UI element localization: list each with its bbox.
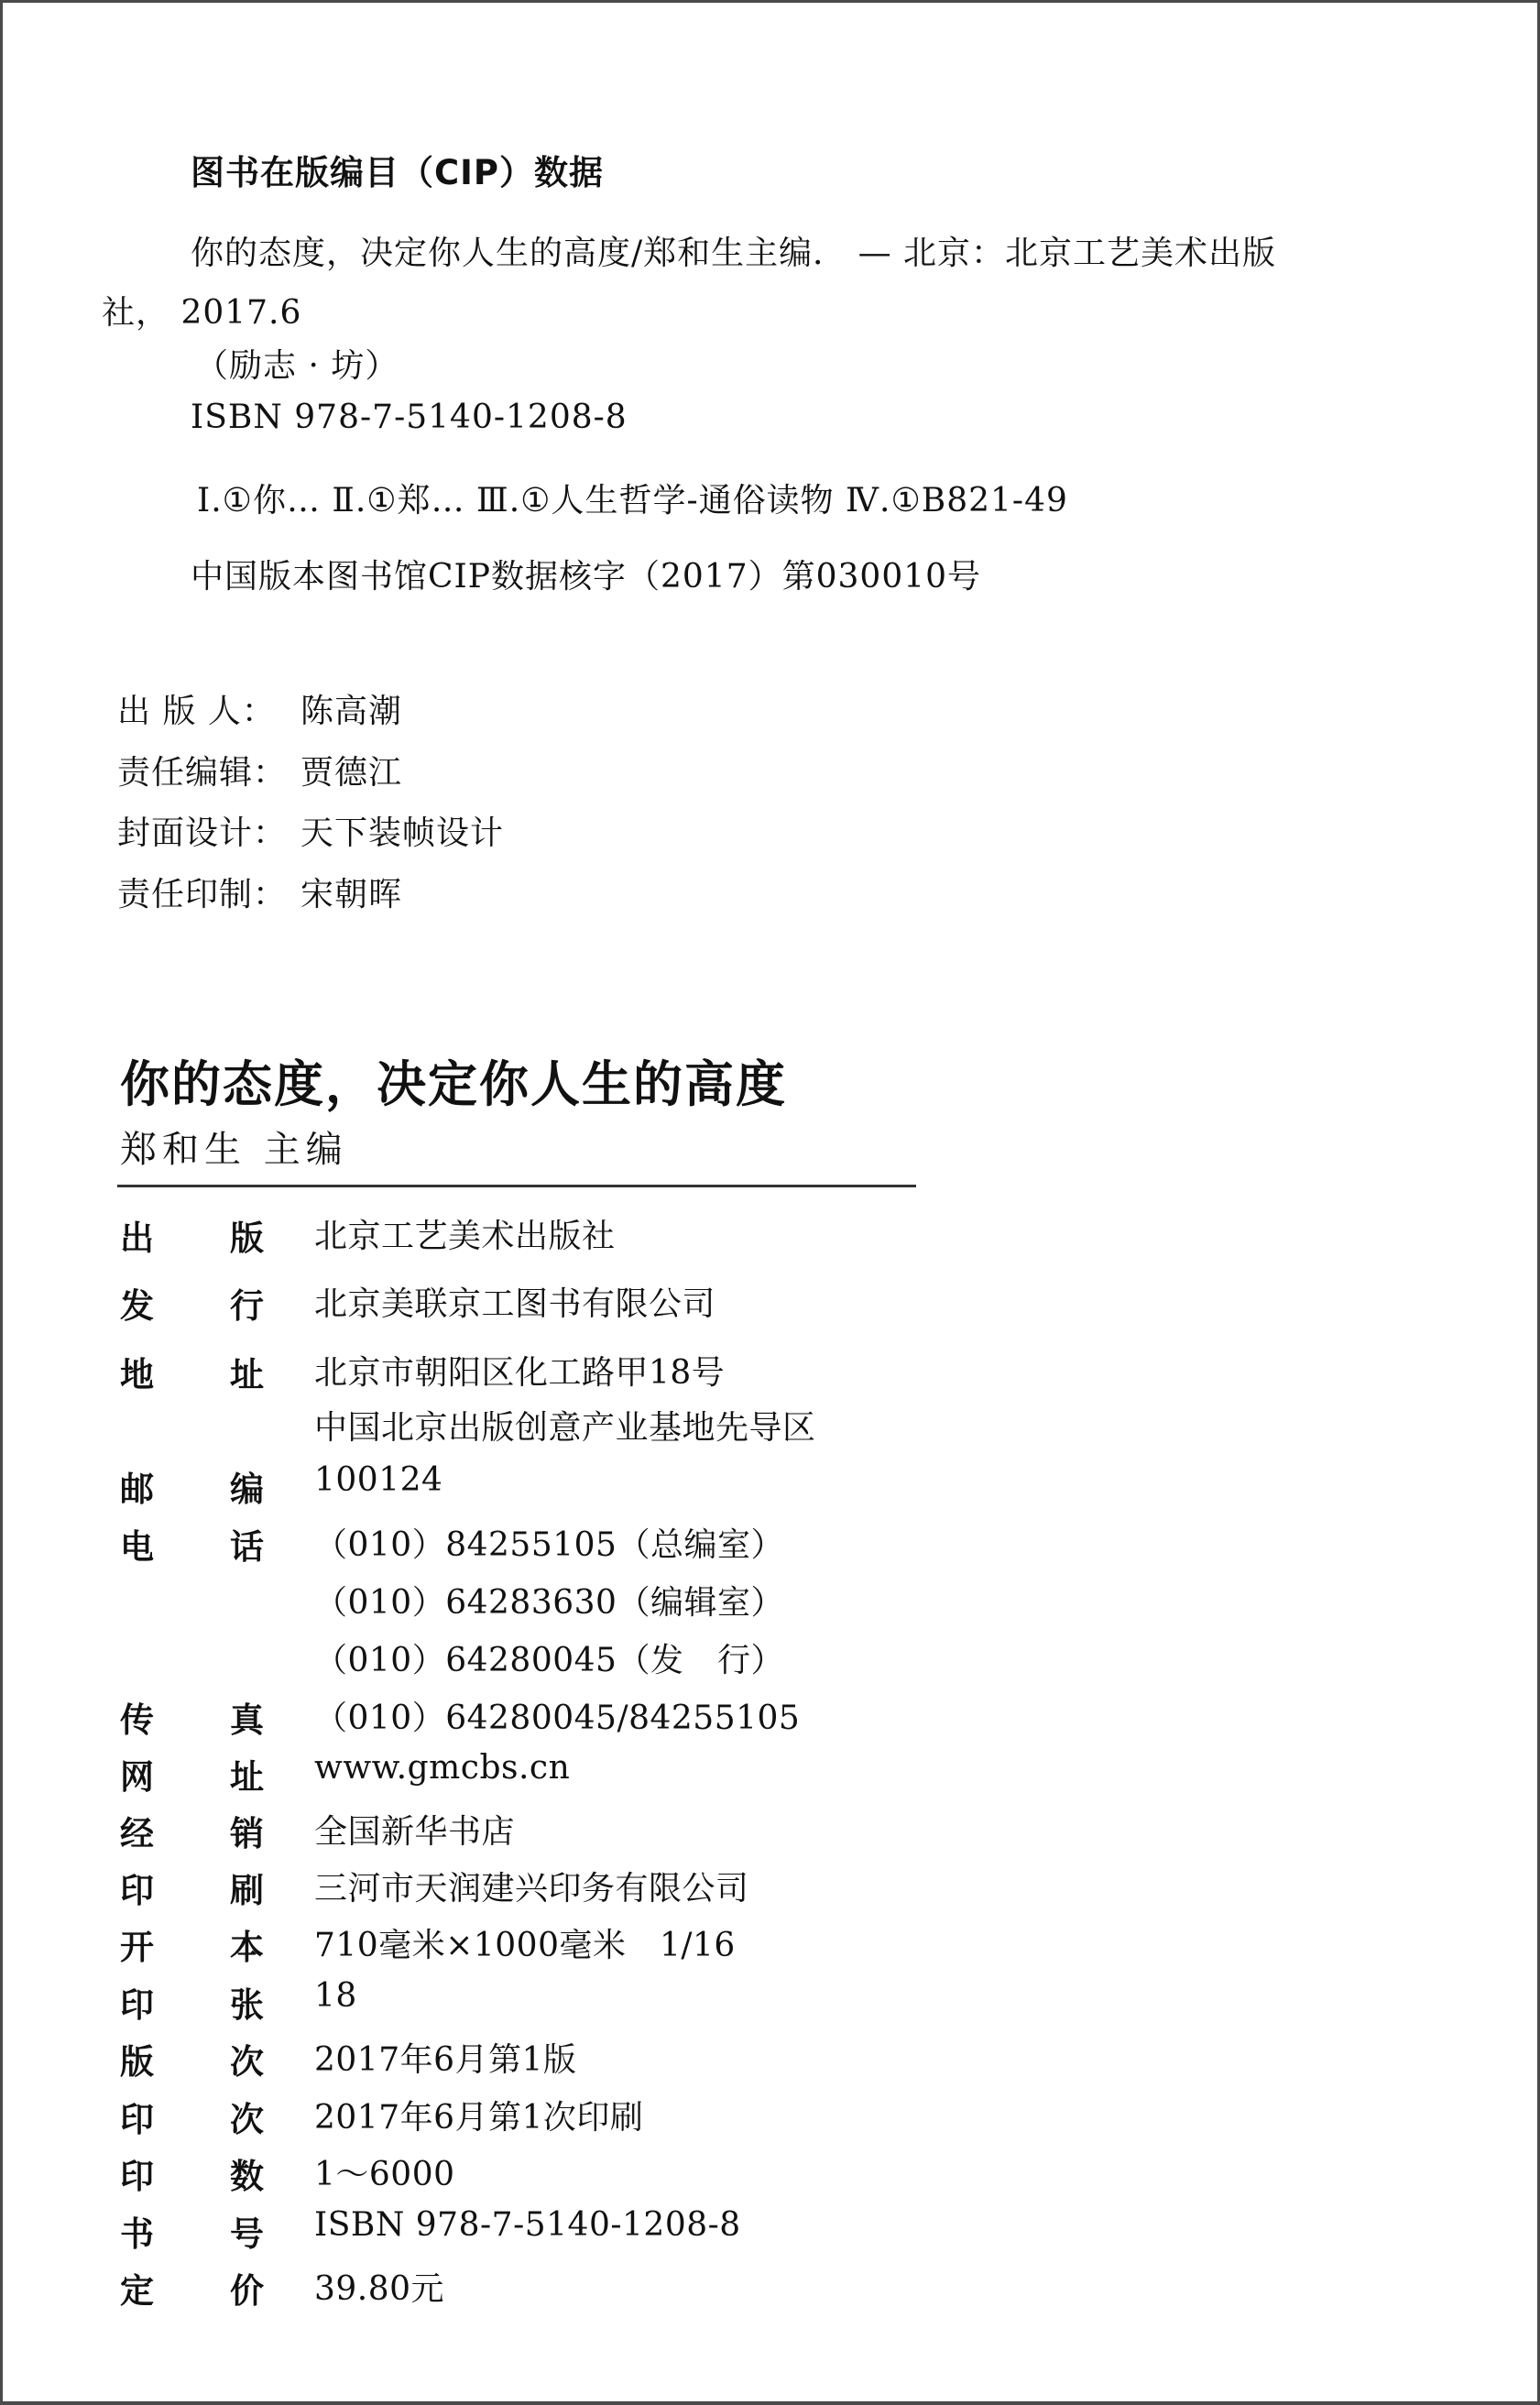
credit-value: 贾德江	[300, 754, 403, 792]
credit-value: 天下装帧设计	[300, 814, 505, 852]
info-value: 2017年6月第1次印刷	[314, 2099, 644, 2137]
info-key: 开	[120, 1928, 154, 1967]
credit-cover-design	[117, 807, 504, 854]
info-key: 经	[120, 1814, 154, 1853]
cip-series: （励志 · 坊）	[195, 347, 399, 385]
book-title: 你的态度，决定你人生的高度	[120, 1055, 787, 1113]
info-value: 39.80元	[314, 2270, 445, 2308]
info-key: 数	[230, 2157, 264, 2196]
info-key: 址	[230, 1757, 264, 1797]
info-key: 号	[230, 2214, 264, 2254]
cip-line: 社， 2017.6	[102, 294, 302, 332]
info-value: 1～6000	[314, 2156, 455, 2193]
info-key: 张	[230, 1985, 264, 2025]
info-key: 电	[120, 1527, 154, 1567]
info-value: 三河市天润建兴印务有限公司	[314, 1870, 749, 1908]
info-value: 全国新华书店	[314, 1813, 516, 1851]
info-key: 次	[230, 2100, 264, 2139]
divider	[117, 1185, 916, 1187]
info-value: 中国北京出版创意产业基地先导区	[314, 1409, 816, 1447]
info-key: 印	[120, 2100, 154, 2139]
credit-editor	[117, 747, 402, 793]
info-key: 出	[120, 1219, 154, 1258]
credit-publisher	[117, 685, 402, 732]
info-value: 北京市朝阳区化工路甲18号	[314, 1354, 726, 1392]
info-key: 传	[120, 1700, 154, 1740]
credit-value: 宋朝晖	[300, 876, 403, 913]
info-key: 行	[230, 1286, 264, 1326]
info-value: 18	[314, 1977, 357, 2015]
info-key: 版	[230, 1219, 264, 1258]
info-key: 话	[230, 1527, 264, 1567]
info-key: 编	[230, 1470, 264, 1509]
cip-record-number: 中国版本图书馆CIP数据核字（2017）第030010号	[191, 558, 982, 596]
info-key: 定	[120, 2271, 154, 2311]
info-key: 印	[120, 1985, 154, 2025]
info-value: ISBN 978-7-5140-1208-8	[314, 2206, 741, 2244]
credit-label: 封面设计：	[117, 814, 288, 852]
info-key: 印	[120, 2157, 154, 2196]
info-key: 书	[120, 2214, 154, 2254]
info-value: （010）64280045（发 行）	[314, 1642, 784, 1679]
info-key: 邮	[120, 1470, 154, 1509]
info-value: 北京美联京工图书有限公司	[314, 1285, 716, 1323]
info-value: 2017年6月第1版	[314, 2041, 577, 2079]
cip-isbn: ISBN 978-7-5140-1208-8	[191, 399, 628, 436]
cip-heading: 图书在版编目（CIP）数据	[191, 153, 605, 192]
info-value: （010）84255105（总编室）	[314, 1526, 784, 1564]
credit-printing	[117, 869, 402, 915]
info-key: 印	[120, 1871, 154, 1910]
info-value: 710毫米×1000毫米 1/16	[314, 1927, 736, 1964]
info-value: （010）64280045/84255105	[314, 1700, 801, 1737]
info-key: 价	[230, 2271, 264, 2311]
credit-label: 责任编辑：	[117, 754, 288, 792]
info-key: 版	[120, 2042, 154, 2082]
cip-line: 你的态度，决定你人生的高度/郑和生主编． — 北京：北京工艺美术出版	[191, 235, 1277, 272]
info-value: 北京工艺美术出版社	[314, 1218, 616, 1255]
credit-label: 出 版 人：	[117, 693, 276, 730]
info-key: 网	[120, 1757, 154, 1797]
info-key: 发	[120, 1286, 154, 1326]
info-key: 地	[120, 1355, 154, 1394]
info-key: 真	[230, 1700, 264, 1740]
credit-value: 陈高潮	[300, 693, 403, 730]
info-key: 销	[230, 1814, 264, 1853]
info-value: （010）64283630（编辑室）	[314, 1584, 784, 1622]
info-key: 刷	[230, 1871, 264, 1910]
info-value: www.gmcbs.cn	[314, 1749, 571, 1787]
book-editor: 郑和生 主编	[120, 1129, 348, 1171]
info-key: 次	[230, 2042, 264, 2082]
credit-label: 责任印制：	[117, 876, 288, 913]
cip-classification: Ⅰ.①你… Ⅱ.①郑… Ⅲ.①人生哲学-通俗读物 Ⅳ.①B821-49	[197, 482, 1068, 519]
info-value: 100124	[314, 1461, 443, 1499]
info-key: 本	[230, 1928, 264, 1967]
info-key: 址	[230, 1355, 264, 1394]
